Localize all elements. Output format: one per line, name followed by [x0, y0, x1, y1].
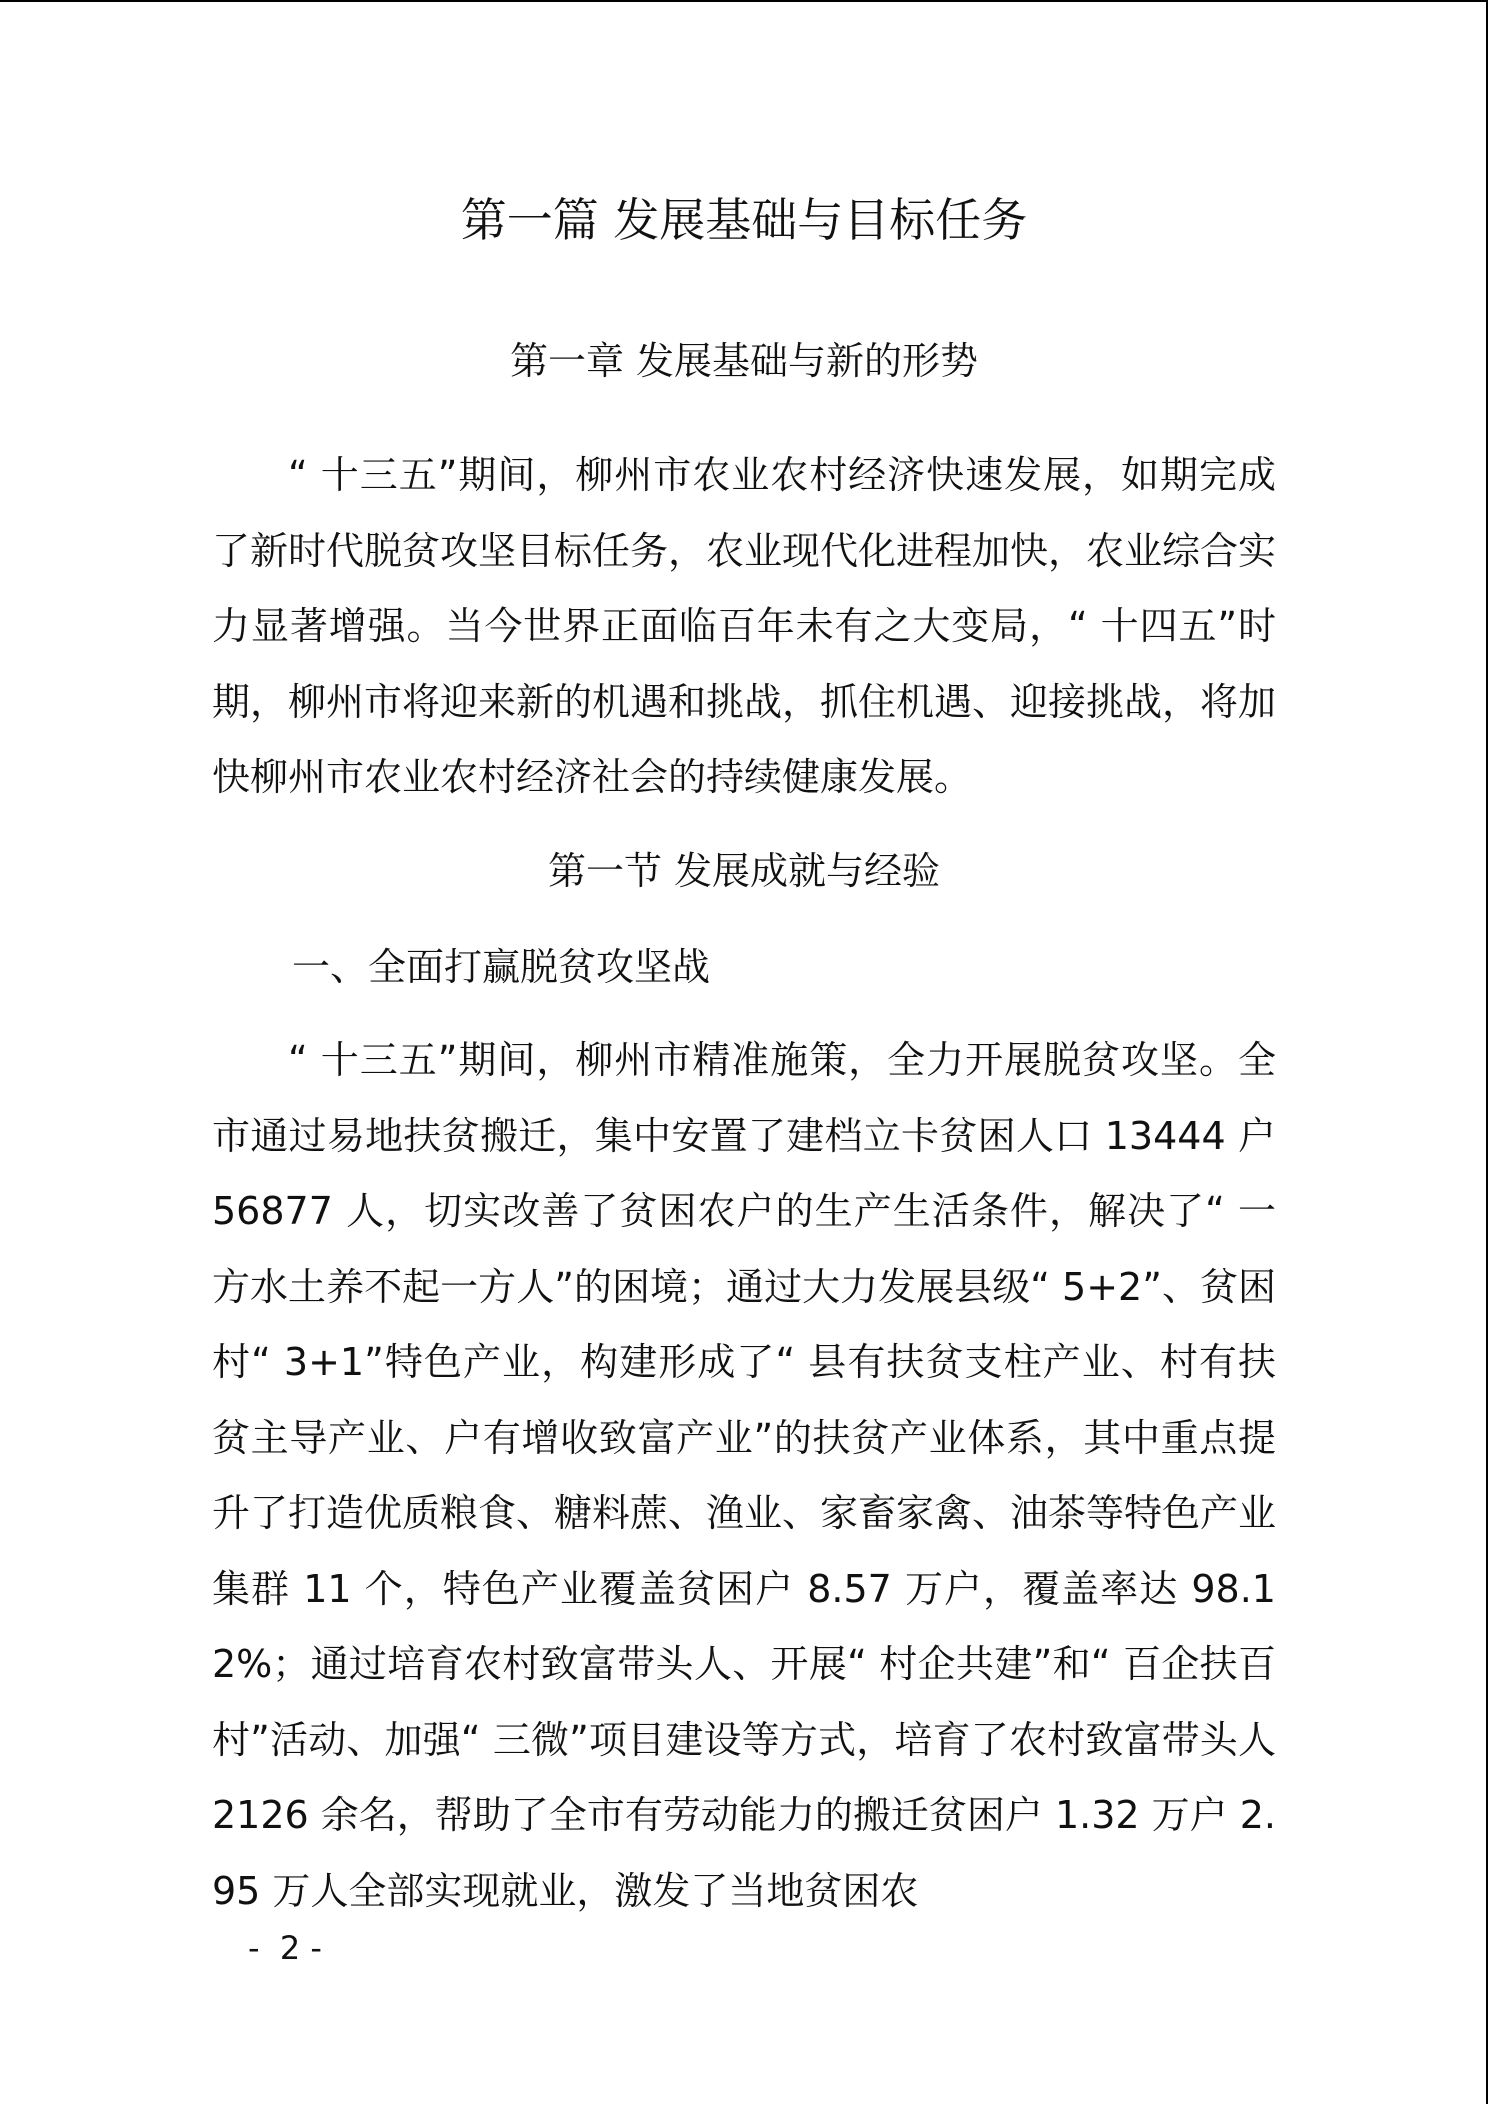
paragraph-intro: “ 十三五”期间，柳州市农业农村经济快速发展，如期完成了新时代脱贫攻坚目标任务，农业现代化进程加快，农业综合实力显著增强。当今世界正面临百年未有之大变局，“ 十四五”时期，柳州市将迎来新的机遇和挑战，抓住机遇、迎接挑战，将加快柳州市农业农村经济社会的持续健康发展。 — [212, 453, 1277, 799]
chapter-title: 第一章 发展基础与新的形势 — [509, 339, 979, 383]
page-top-border — [0, 0, 1488, 2]
part-title: 第一篇 发展基础与目标任务 — [460, 193, 1028, 247]
subsection-title: 一、全面打赢脱贫攻坚战 — [292, 945, 711, 989]
section-title: 第一节 发展成就与经验 — [547, 849, 941, 893]
page-number: - 2 - — [248, 1929, 322, 1967]
paragraph-poverty-alleviation: “ 十三五”期间，柳州市精准施策，全力开展脱贫攻坚。全市通过易地扶贫搬迁，集中安置了建档立卡贫困人口 13444 户 56877 人，切实改善了贫困农户的生产生活条件，解决了“ 一方水土养不起一方人”的困境；通过大力发展县级“ 5+2”、贫困村“ 3+1”特色产业，构建形成了“ 县有扶贫支柱产业、村有扶贫主导产业、户有增收致富产业”的扶贫产业体系，其中重点提升了打造优质粮食、糖料蔗、渔业、家畜家禽、油茶等特色产业集群 11 个，特色产业覆盖贫困户 8.57 万户，覆盖率达 98.12%；通过培育农村致富带头人、开展“ 村企共建”和“ 百企扶百村”活动、加强“ 三微”项目建设等方式，培育了农村致富带头人 2126 余名，帮助了全市有劳动能力的搬迁贫困户 1.32 万户 2.95 万人全部实现就业，激发了当地贫困农 — [212, 1038, 1277, 1913]
